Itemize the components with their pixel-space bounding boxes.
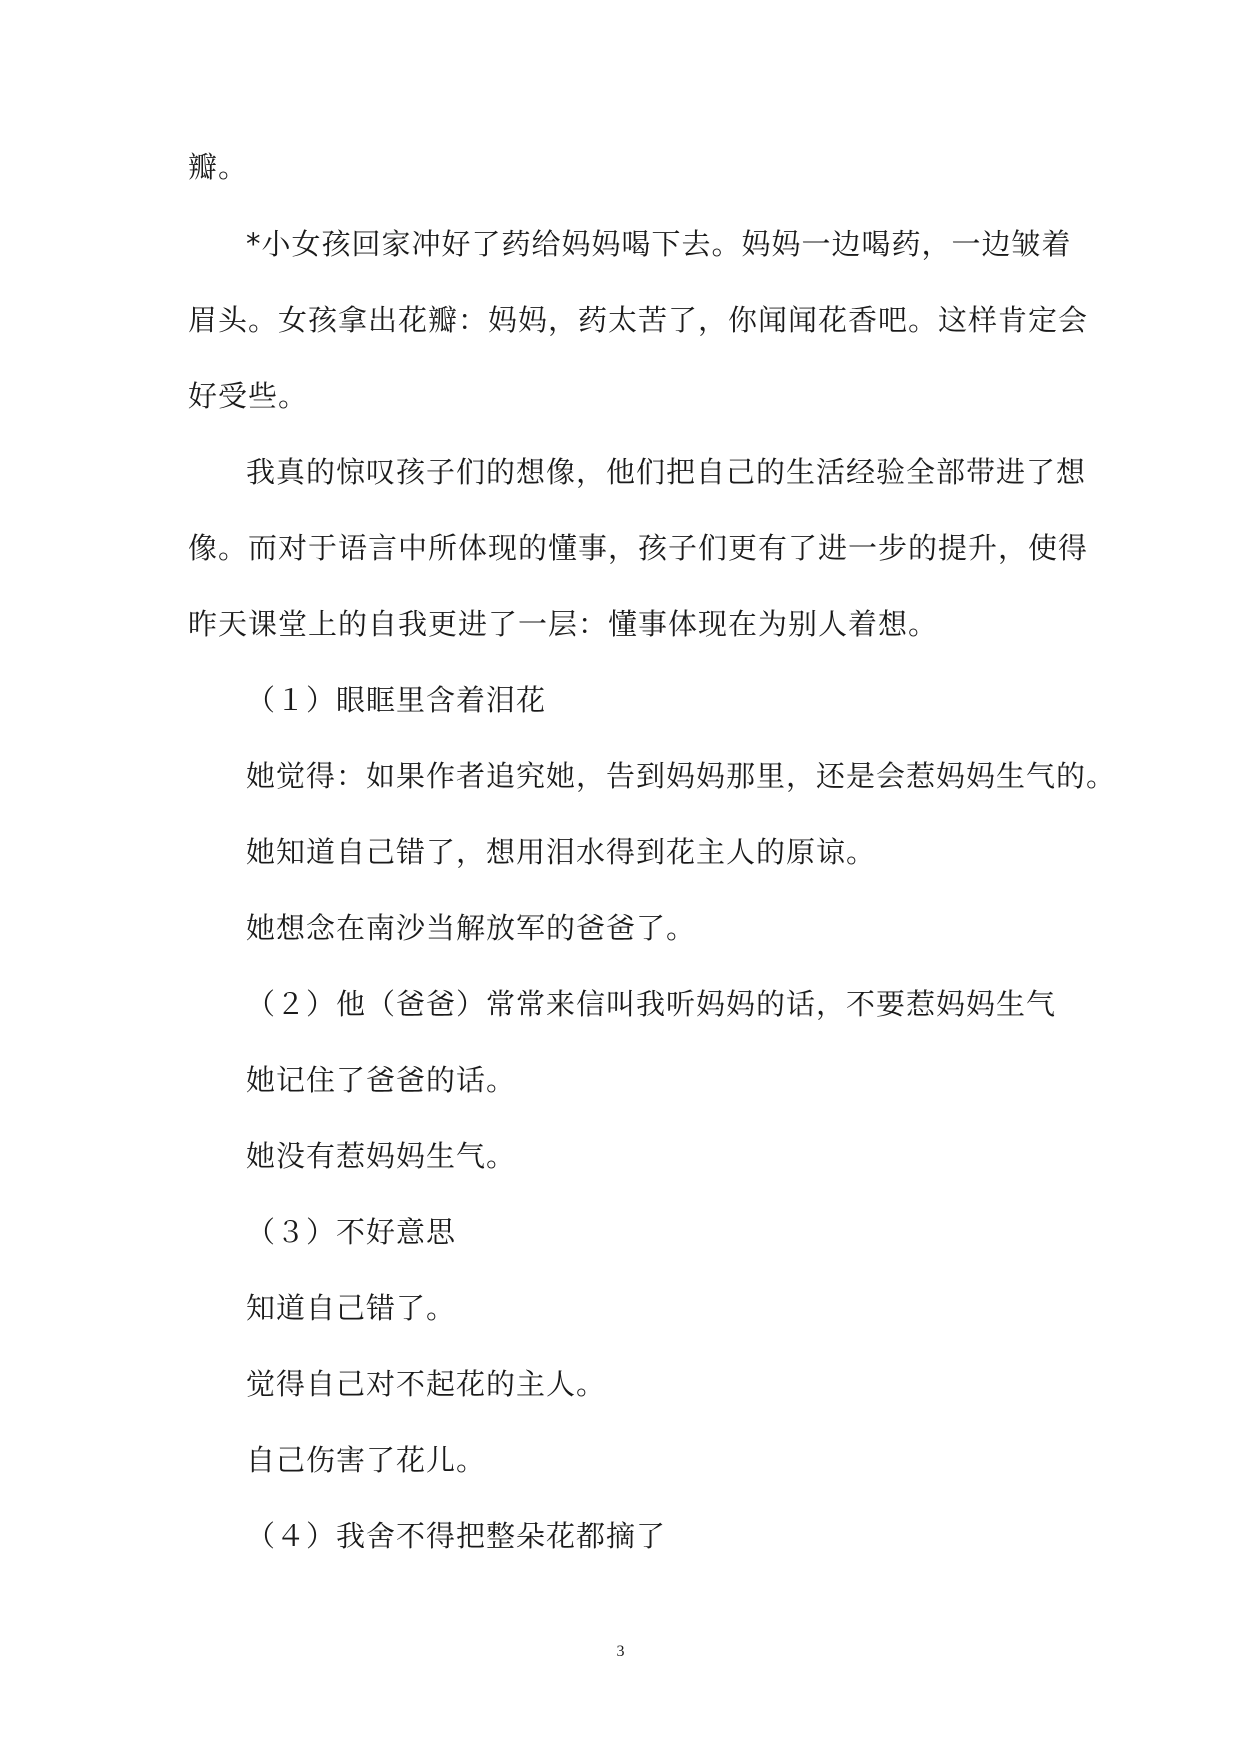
text-line: 我真的惊叹孩子们的想像，他们把自己的生活经验全部带进了想 [246,455,1087,489]
text-line: 觉得自己对不起花的主人。 [246,1367,607,1401]
text-line: 眉头。女孩拿出花瓣：妈妈，药太苦了，你闻闻花香吧。这样肯定会 [188,303,1089,337]
text-line: 她觉得：如果作者追究她，告到妈妈那里，还是会惹妈妈生气的。 [246,759,1117,793]
text-line: 瓣。 [188,150,249,184]
text-line: 好受些。 [188,379,309,413]
text-line: 她记住了爸爸的话。 [246,1063,517,1097]
list-heading: （４）我舍不得把整朵花都摘了 [246,1519,667,1553]
list-heading: （２）他（爸爸）常常来信叫我听妈妈的话，不要惹妈妈生气 [246,987,1057,1021]
text-line: 昨天课堂上的自我更进了一层：懂事体现在为别人着想。 [188,607,939,641]
text-line: 自己伤害了花儿。 [246,1443,487,1477]
text-line: *小女孩回家冲好了药给妈妈喝下去。妈妈一边喝药，一边皱着 [246,227,1072,261]
text-line: 像。而对于语言中所体现的懂事，孩子们更有了进一步的提升，使得 [188,531,1089,565]
page-number: 3 [616,1643,625,1660]
text-line: 她想念在南沙当解放军的爸爸了。 [246,911,697,945]
text-line: 知道自己错了。 [246,1291,457,1325]
text-line: 她没有惹妈妈生气。 [246,1139,517,1173]
text-line: 她知道自己错了，想用泪水得到花主人的原谅。 [246,835,877,869]
list-heading: （１）眼眶里含着泪花 [246,683,547,717]
list-heading: （３）不好意思 [246,1215,457,1249]
